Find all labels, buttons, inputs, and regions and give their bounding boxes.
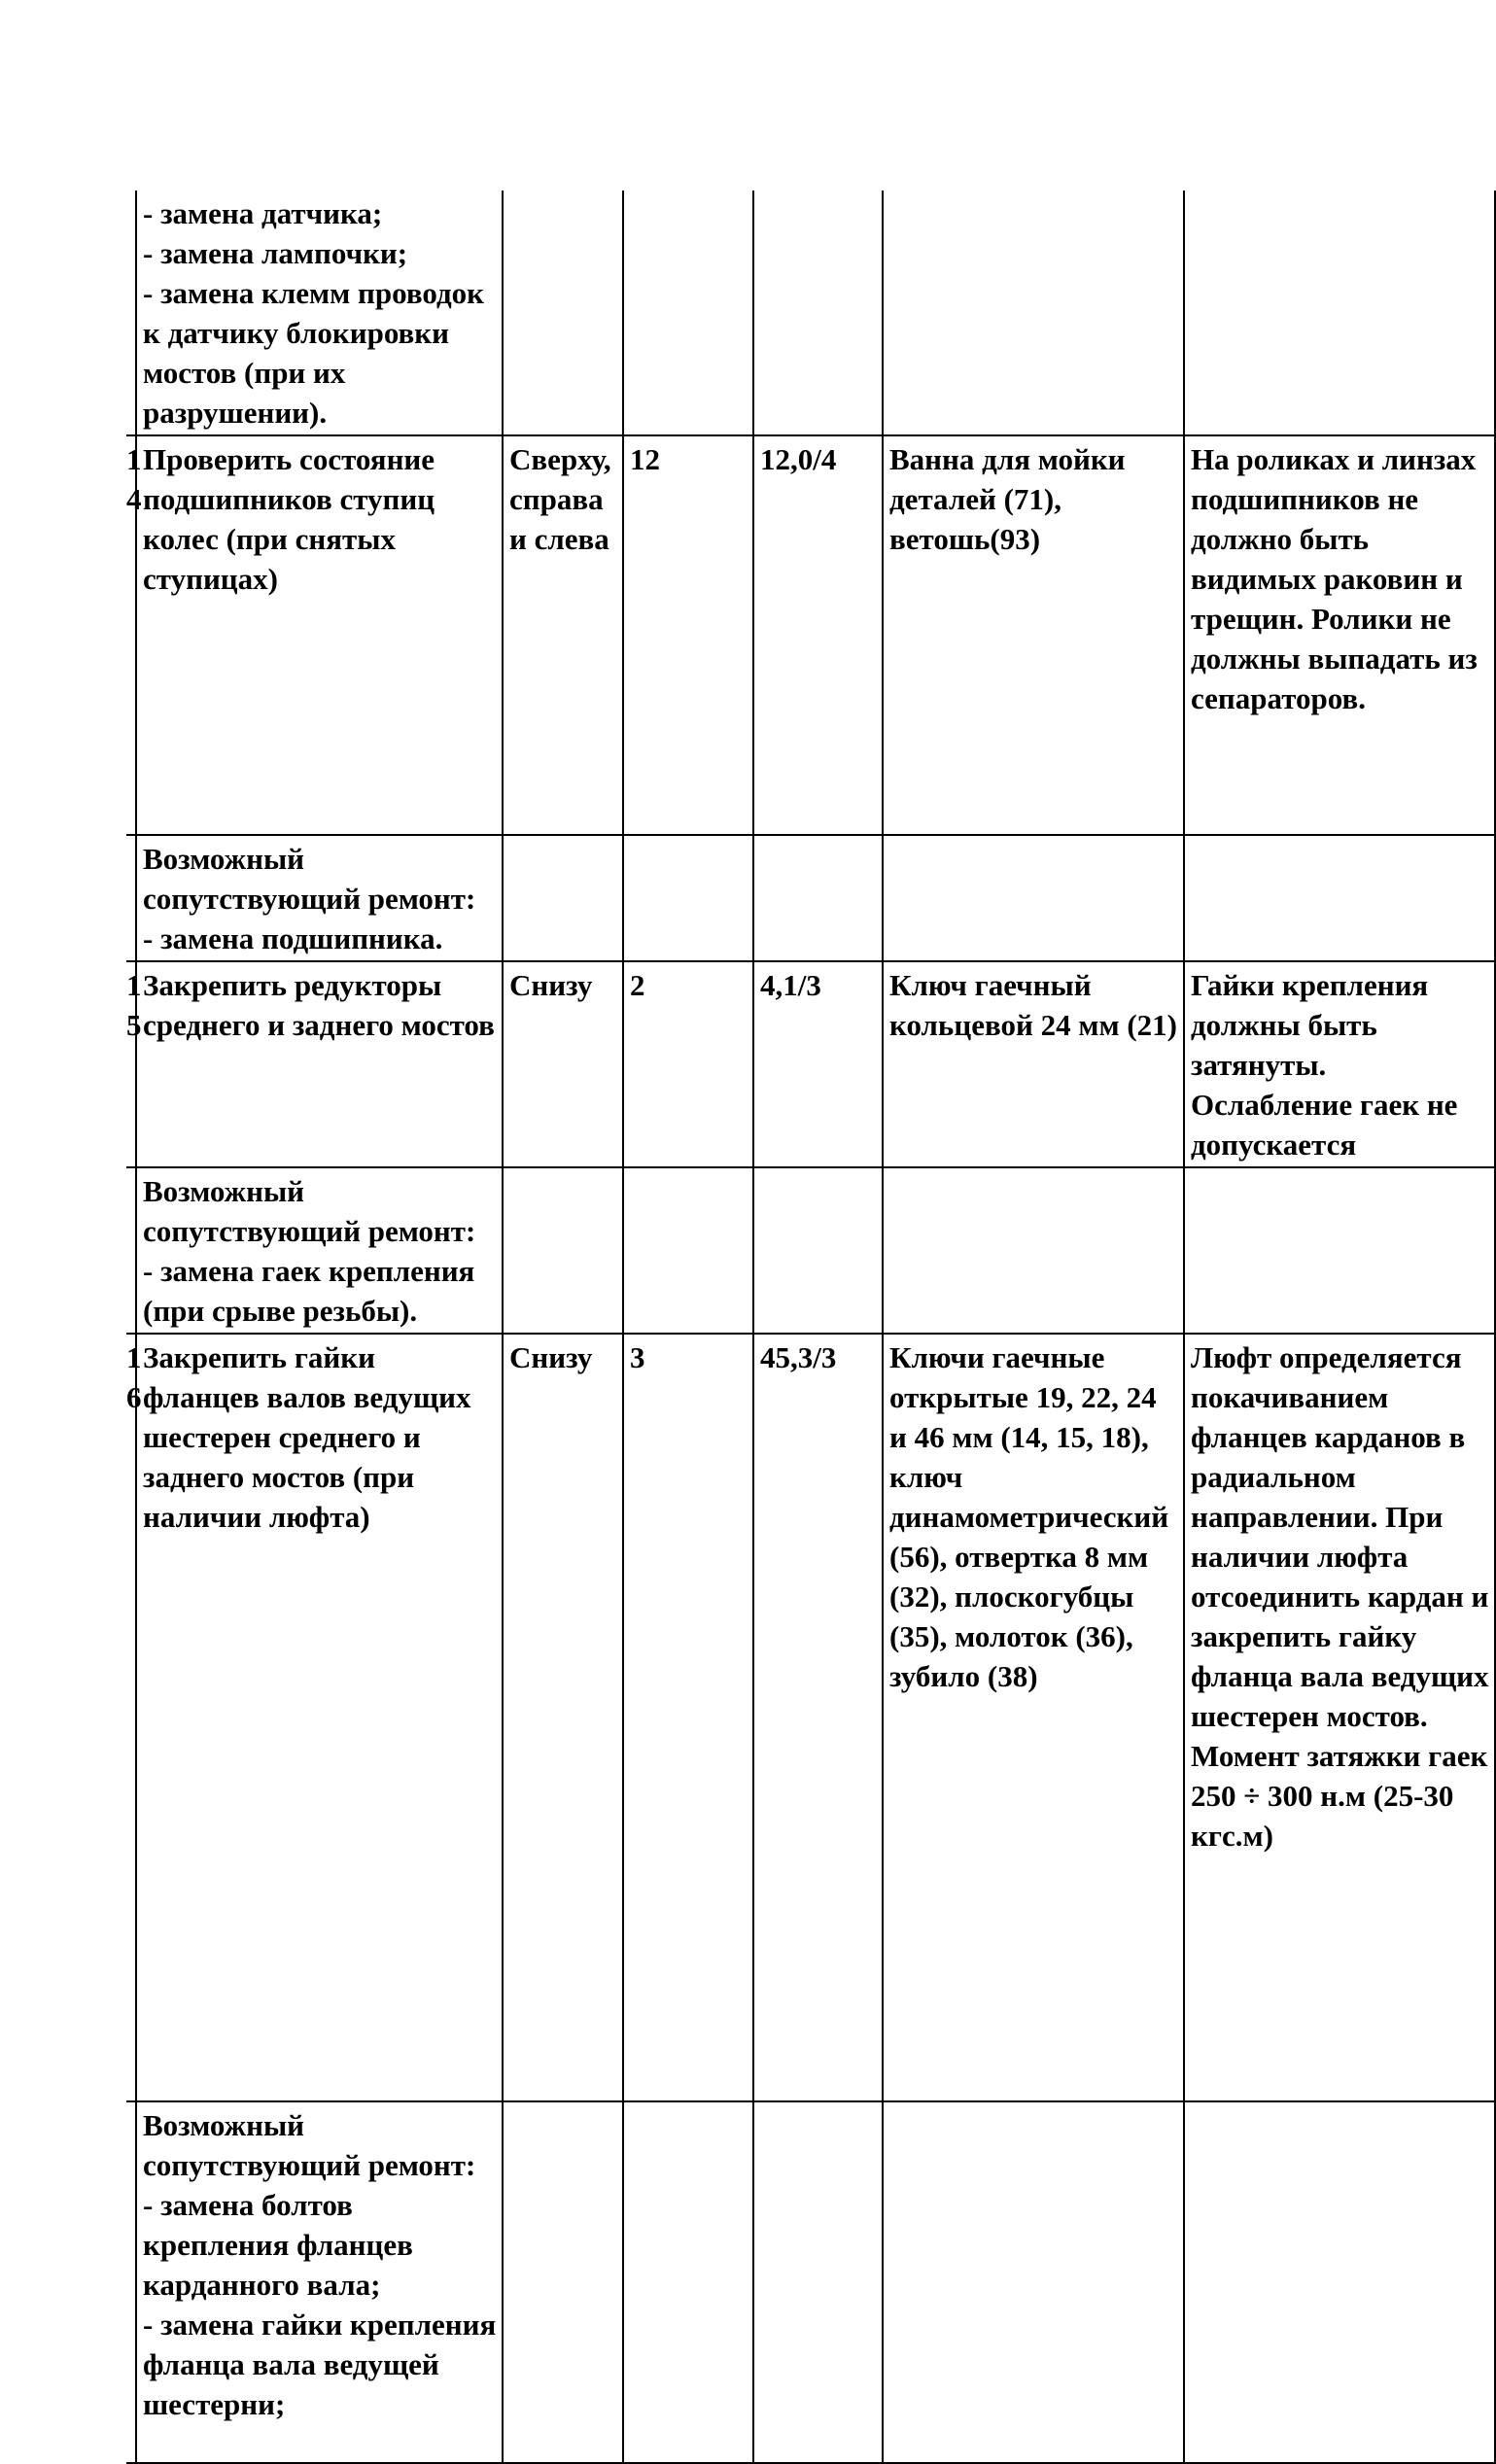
count-cell: 3 xyxy=(623,1334,753,2101)
operation-cell: Возможный сопутствующий ремонт: - замена болтов крепления фланцев карданного вала; - замена гайки крепления фланца вала ведущей шестерни; xyxy=(136,2101,503,2463)
table-row xyxy=(126,1334,1495,2101)
requirements-cell xyxy=(1184,835,1495,961)
side-cell xyxy=(503,191,623,435)
row-number xyxy=(126,191,136,435)
time-cell xyxy=(753,2101,883,2463)
count-cell xyxy=(623,835,753,961)
requirements-cell: Гайки крепления должны быть затянуты. Ослабление гаек не допускается xyxy=(1184,961,1495,1167)
row-number: 15 xyxy=(126,961,136,1167)
time-cell xyxy=(753,835,883,961)
operation-cell: Проверить состояние подшипников ступиц колес (при снятых ступицах) xyxy=(136,435,503,835)
maintenance-table xyxy=(126,191,1496,2464)
side-cell xyxy=(503,835,623,961)
time-cell: 12,0/4 xyxy=(753,435,883,835)
time-cell xyxy=(753,1167,883,1334)
row-number xyxy=(126,835,136,961)
side-cell: Сверху, справа и слева xyxy=(503,435,623,835)
tools-cell xyxy=(883,835,1184,961)
operation-cell: Возможный сопутствующий ремонт: - замена подшипника. xyxy=(136,835,503,961)
operation-cell: Возможный сопутствующий ремонт: - замена гаек крепления (при срыве резьбы). xyxy=(136,1167,503,1334)
row-number: 14 xyxy=(126,435,136,835)
row-number: 16 xyxy=(126,1334,136,2101)
table-row xyxy=(126,191,1495,435)
tools-cell: Ключи гаечные открытые 19, 22, 24 и 46 мм (14, 15, 18), ключ динамометрический (56), отвертка 8 мм (32), плоскогубцы (35), молоток (36), зубило (38) xyxy=(883,1334,1184,2101)
time-cell xyxy=(753,191,883,435)
requirements-cell: На роликах и линзах подшипников не должно быть видимых раковин и трещин. Ролики не должны выпадать из сепараторов. xyxy=(1184,435,1495,835)
table-row xyxy=(126,835,1495,961)
requirements-cell xyxy=(1184,2101,1495,2463)
requirements-cell: Люфт определяется покачиванием фланцев карданов в радиальном направлении. При наличии люфта отсоединить кардан и закрепить гайку фланца вала ведущих шестерен мостов. Момент затяжки гаек 250 ÷ 300 н.м (25-30 кгс.м) xyxy=(1184,1334,1495,2101)
table-row xyxy=(126,961,1495,1167)
count-cell xyxy=(623,2101,753,2463)
count-cell: 2 xyxy=(623,961,753,1167)
operation-cell: Закрепить редукторы среднего и заднего мостов xyxy=(136,961,503,1167)
tools-cell xyxy=(883,2101,1184,2463)
count-cell xyxy=(623,1167,753,1334)
side-cell xyxy=(503,2101,623,2463)
count-cell xyxy=(623,191,753,435)
time-cell: 4,1/3 xyxy=(753,961,883,1167)
row-number xyxy=(126,2101,136,2463)
side-cell: Снизу xyxy=(503,1334,623,2101)
tools-cell xyxy=(883,191,1184,435)
table-row xyxy=(126,1167,1495,1334)
tools-cell: Ключ гаечный кольцевой 24 мм (21) xyxy=(883,961,1184,1167)
time-cell: 45,3/3 xyxy=(753,1334,883,2101)
tools-cell: Ванна для мойки деталей (71), ветошь(93) xyxy=(883,435,1184,835)
row-number xyxy=(126,1167,136,1334)
operation-cell: - замена датчика; - замена лампочки; - замена клемм проводок к датчику блокировки мостов (при их разрушении). xyxy=(136,191,503,435)
tools-cell xyxy=(883,1167,1184,1334)
table-row xyxy=(126,2101,1495,2463)
requirements-cell xyxy=(1184,1167,1495,1334)
requirements-cell xyxy=(1184,191,1495,435)
operation-cell: Закрепить гайки фланцев валов ведущих шестерен среднего и заднего мостов (при наличии люфта) xyxy=(136,1334,503,2101)
side-cell: Снизу xyxy=(503,961,623,1167)
table-row xyxy=(126,435,1495,835)
document-page xyxy=(126,191,1495,2464)
side-cell xyxy=(503,1167,623,1334)
count-cell: 12 xyxy=(623,435,753,835)
